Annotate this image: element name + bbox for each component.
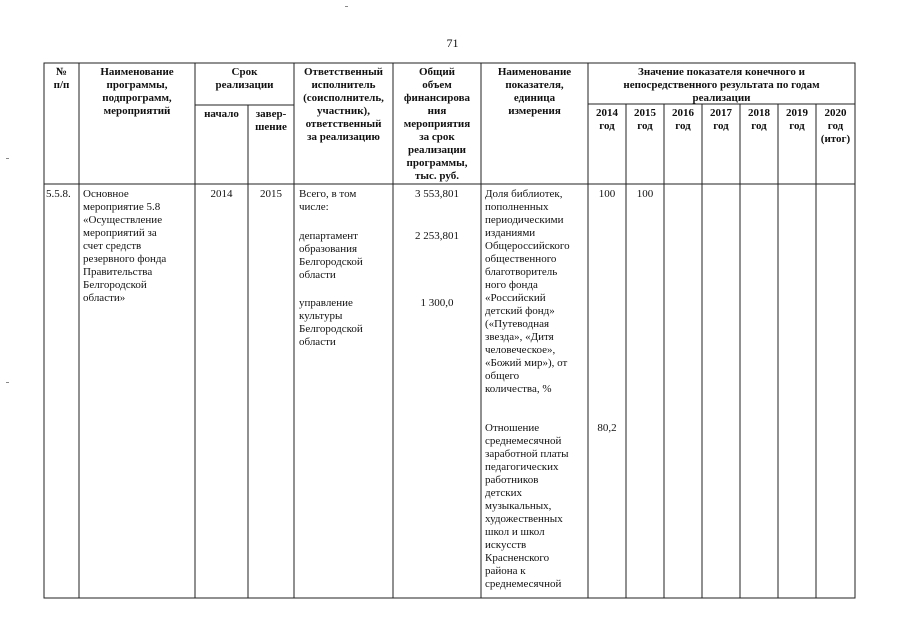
row-indicator-2-2014: 80,2 bbox=[597, 422, 617, 434]
page-number: 71 bbox=[446, 36, 459, 50]
row-number: 5.5.8. bbox=[46, 188, 71, 200]
header-term-end: завер- шение bbox=[255, 108, 287, 133]
row-program-name: Основное мероприятие 5.8 «Осуществление мероприятий за счет средств резервного фонда Правительства Белгородской области» bbox=[83, 188, 167, 304]
header-financing: Общий объем финансирова ния мероприятия за срок реализации программы, тыс. руб. bbox=[403, 66, 471, 182]
row-financing-culture: 1 300,0 bbox=[420, 297, 454, 309]
header-year-2017: 2017 год bbox=[710, 107, 732, 132]
header-year-2018: 2018 год bbox=[748, 107, 770, 132]
row-term-end: 2015 bbox=[260, 188, 282, 200]
row-indicator-1-2014: 100 bbox=[598, 188, 616, 200]
header-program-name: Наименование программы, подпрограмм, мероприятий bbox=[100, 66, 174, 117]
header-year-2014: 2014 год bbox=[596, 107, 618, 132]
header-term: Срок реализации bbox=[215, 66, 274, 91]
header-year-2016: 2016 год bbox=[672, 107, 694, 132]
row-term-start: 2014 bbox=[210, 188, 233, 200]
header-term-start: начало bbox=[204, 108, 239, 120]
row-indicator-1-2015: 100 bbox=[636, 188, 654, 200]
row-financing-total: 3 553,801 bbox=[415, 188, 459, 200]
row-responsible-culture: управление культуры Белгородской области bbox=[299, 297, 363, 348]
row-responsible-total: Всего, в том числе: bbox=[299, 188, 357, 213]
header-year-2019: 2019 год bbox=[786, 107, 808, 132]
row-indicator-1: Доля библиотек, пополненных периодическими изданиями Общероссийского общественного благотворитель ного фонда «Российский детский фонд» («Путеводная звезда», «Дитя человеческое», «Божий мир»), от общего количества, % bbox=[485, 188, 570, 395]
header-year-2020: 2020 год (итог) bbox=[820, 107, 851, 145]
header-indicator: Наименование показателя, единица измерения bbox=[497, 66, 572, 117]
header-year-2015: 2015 год bbox=[634, 107, 656, 132]
header-values: Значение показателя конечного и непосредственного результата по годам реализации bbox=[623, 66, 820, 104]
row-responsible-education: департамент образования Белгородской области bbox=[299, 230, 363, 281]
row-indicator-2: Отношение среднемесячной заработной платы педагогических работников детских музыкальных, художественных школ и школ искусств Красненского района к среднемесячной bbox=[485, 422, 569, 590]
row-financing-education: 2 253,801 bbox=[415, 230, 459, 242]
header-number: № п/п bbox=[53, 66, 70, 91]
header-responsible: Ответственный исполнитель (соисполнитель, участник), ответственный за реализацию bbox=[303, 66, 384, 143]
